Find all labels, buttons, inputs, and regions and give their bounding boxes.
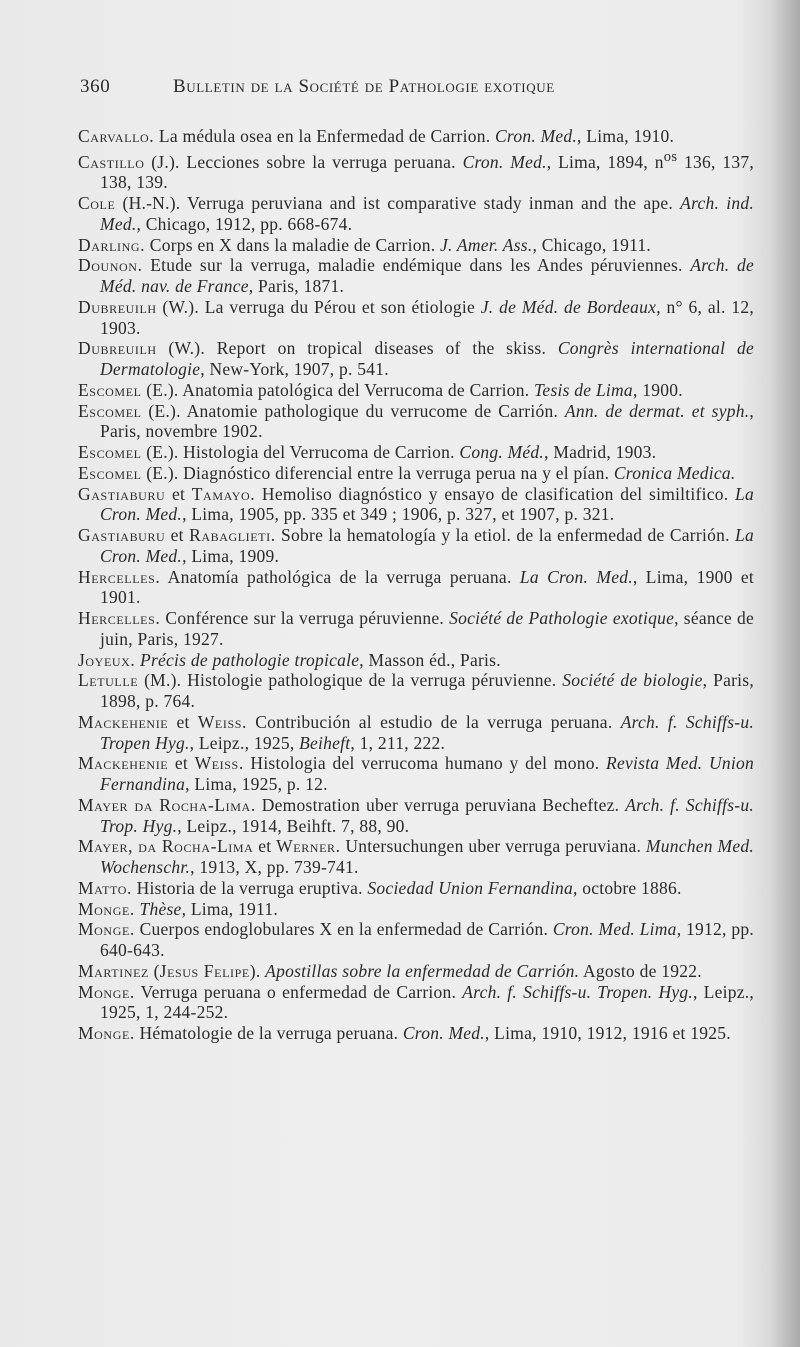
citation-text: et xyxy=(253,836,277,857)
publication-title: Thèse xyxy=(139,898,182,919)
author-name: Gastiaburu xyxy=(78,483,166,504)
bibliography-entry xyxy=(78,338,754,380)
citation-text: , Lima, 1894, n xyxy=(546,151,664,172)
author-name: Dubreuilh xyxy=(78,296,157,317)
citation-text: Historia de la verruga eruptiva. xyxy=(131,877,368,898)
bibliography-entry xyxy=(78,650,754,671)
publication-title: Congrès international de Dermatologie xyxy=(100,338,754,380)
bibliography-entry xyxy=(78,484,754,526)
citation-text: , Paris, 1898, p. 764. xyxy=(100,670,754,712)
citation-text: Etude sur la verruga, maladie endémique dans les Andes péruviennes. xyxy=(142,255,691,276)
citation-text: , Leipz., 1925, xyxy=(189,732,300,753)
citation-text: , Lima, 1910. xyxy=(577,126,675,146)
publication-title: Cong. Méd. xyxy=(459,442,545,463)
citation-text: et xyxy=(165,483,192,504)
citation-text: Corps en X dans la maladie de Carrion. xyxy=(145,234,440,255)
publication-title: Arch. f. Schiffs-u. Tropen. Hyg. xyxy=(462,981,693,1002)
author-name: Cole xyxy=(78,193,116,214)
publication-title: Arch. f. Schiffs-u. Trop. Hyg. xyxy=(100,794,754,836)
author-name: Tamayo. xyxy=(191,483,256,504)
author-name: Monge. xyxy=(78,1023,135,1044)
citation-text: (E.). Histologia del Verrucoma de Carrion. xyxy=(141,442,460,463)
author-name: Dounon. xyxy=(78,255,143,276)
bibliography-list xyxy=(78,126,754,1044)
publication-title: La Cron. Med. xyxy=(100,483,754,525)
page-number: 360 xyxy=(80,76,111,97)
bibliography-entry xyxy=(78,525,754,567)
author-name: Escomel xyxy=(78,442,142,463)
citation-text: (W.). La verruga du Pérou et son étiologie xyxy=(156,296,481,317)
publication-title: J. Amer. Ass. xyxy=(439,234,533,255)
citation-text: , 1, 211, 222. xyxy=(350,732,446,753)
bibliography-entry xyxy=(78,126,754,147)
citation-text: , Masson éd., Paris. xyxy=(359,649,501,670)
bibliography-entry xyxy=(78,380,754,401)
publication-title: Cron. Med. Lima xyxy=(552,919,677,940)
publication-title: J. de Méd. de Bordeaux xyxy=(480,296,657,317)
citation-text: 136, 137, 138, 139. xyxy=(100,151,755,193)
citation-text: Sobre la hematología y la etiol. de la enfermedad de Carrión. xyxy=(275,525,736,546)
citation-text: , Chicago, 1911. xyxy=(532,234,652,255)
bibliography-entry xyxy=(78,235,754,256)
citation-text: , Lima, 1909. xyxy=(182,545,280,566)
bibliography-entry xyxy=(78,297,754,339)
citation-text: , Lima, 1911. xyxy=(181,898,278,919)
author-name: Dubreuilh xyxy=(78,338,157,359)
publication-title: Tesis de Lima xyxy=(534,379,633,400)
citation-text: La médula osea en la Enfermedad de Carrion. xyxy=(154,126,495,146)
citation-text: , octobre 1886. xyxy=(572,877,682,898)
publication-title: Munchen Med. Wochenschr. xyxy=(100,836,754,878)
publication-title: Apostillas sobre la enfermedad de Carrión. xyxy=(265,960,580,981)
citation-text: (W.). Report on tropical diseases of the skiss. xyxy=(156,338,558,359)
publication-title: Sociedad Union Fernandina xyxy=(367,877,573,898)
citation-text: , séance de juin, Paris, 1927. xyxy=(100,608,754,649)
bibliography-entry xyxy=(78,878,754,899)
author-name: Rabaglieti. xyxy=(189,525,276,546)
author-name: Monge. xyxy=(78,981,135,1002)
citation-text: , Madrid, 1903. xyxy=(544,442,657,463)
bibliography-entry xyxy=(78,670,754,712)
citation-text: , 1900. xyxy=(632,379,683,400)
citation-text: (J.). Lecciones sobre la verruga peruana. xyxy=(144,151,463,172)
citation-text: Demostration uber verruga peruviana Becheftez. xyxy=(255,794,626,815)
author-name: Mackehenie xyxy=(78,753,169,774)
citation-text: et xyxy=(168,711,198,732)
author-name: Martinez xyxy=(78,960,149,981)
bibliography-entry xyxy=(78,753,754,795)
publication-title: Cron. Med. xyxy=(402,1023,485,1044)
citation-text: Contribución al estudio de la verruga peruana. xyxy=(246,711,621,732)
publication-title: Arch. ind. Med. xyxy=(100,193,754,234)
citation-text: Hématologie de la verruga peruana. xyxy=(134,1023,403,1044)
citation-text: Untersuchungen uber verruga peruviana. xyxy=(340,836,646,857)
bibliography-entry xyxy=(78,608,754,650)
publication-title: Société de Pathologie exotique xyxy=(449,608,675,629)
citation-text: (E.). Anatomie pathologique du verrucome de Carrión. xyxy=(141,400,565,421)
citation-text: , Lima, 1910, 1912, 1916 et 1925. xyxy=(484,1023,731,1044)
author-name: Gastiaburu xyxy=(78,525,166,546)
citation-text: , Lima, 1925, p. 12. xyxy=(185,774,328,795)
citation-text: Histologia del verrucoma humano y del mono. xyxy=(243,753,606,774)
author-name: Letulle xyxy=(78,670,139,691)
bibliography-entry xyxy=(78,961,754,982)
author-name: Monge. xyxy=(78,898,135,919)
citation-text: et xyxy=(165,525,190,546)
author-name: Hercelles. xyxy=(78,566,161,587)
citation-text: (E.). Diagnóstico diferencial entre la verruga perua na y el pían. xyxy=(141,462,614,483)
bibliography-entry xyxy=(78,463,754,484)
author-name: Werner. xyxy=(276,836,341,857)
citation-text: Hemoliso diagnóstico y ensayo de clasification del similtifico. xyxy=(255,483,736,504)
page-gutter-shadow xyxy=(770,0,800,1347)
citation-text: Cuerpos endoglobulares X en la enfermedad de Carrión. xyxy=(134,919,553,940)
citation-text: Conférence sur la verruga péruvienne. xyxy=(160,608,450,629)
publication-title: Revista Med. Union Fernandina xyxy=(100,753,754,795)
publication-title: Cron. Med. xyxy=(462,151,547,172)
author-name: Hercelles. xyxy=(78,608,161,629)
citation-text: , n° 6, al. 12, 1903. xyxy=(100,296,754,338)
citation-text: ( xyxy=(148,960,160,981)
author-name: Carvallo. xyxy=(78,126,155,146)
publication-title: Précis de pathologie tropicale xyxy=(140,649,360,670)
author-name: Castillo xyxy=(78,151,145,172)
author-name: Mayer da Rocha-Lima. xyxy=(78,794,256,815)
citation-text: , Lima, 1900 et 1901. xyxy=(100,566,754,608)
bibliography-entry xyxy=(78,899,754,920)
author-name: Monge. xyxy=(78,919,135,940)
bibliography-entry xyxy=(78,1023,754,1044)
author-name: Escomel xyxy=(78,400,142,421)
bibliography-entry xyxy=(78,401,754,443)
bibliography-entry xyxy=(78,919,754,961)
author-name: Jesus Felipe xyxy=(159,960,250,981)
citation-text: , Chicago, 1912, pp. 668-674. xyxy=(136,213,353,234)
bibliography-entry xyxy=(78,982,754,1024)
citation-text: Anatomía pathológica de la verruga peruana. xyxy=(160,566,520,587)
citation-text: , Leipz., 1925, 1, 244-252. xyxy=(100,981,754,1023)
bibliography-entry xyxy=(78,442,754,463)
citation-text: (M.). Histologie pathologique de la verruga péruvienne. xyxy=(138,670,563,691)
bibliography-entry xyxy=(78,836,754,878)
citation-text: et xyxy=(168,753,195,774)
citation-text: , Paris, 1871. xyxy=(248,276,345,297)
citation-text: , New-York, 1907, p. 541. xyxy=(200,359,389,380)
citation-text: Verruga peruana o enfermedad de Carrion. xyxy=(134,981,463,1002)
publication-title: La Cron. Med. xyxy=(519,566,633,587)
author-name: Weiss. xyxy=(194,753,244,774)
publication-title: Cron. Med. xyxy=(494,126,578,146)
publication-title: Ann. de dermat. et syph. xyxy=(564,400,750,421)
citation-text: (E.). Anatomia patológica del Verrucoma de Carrion. xyxy=(141,379,535,400)
bibliography-entry xyxy=(78,255,754,297)
publication-title: Cronica Medica. xyxy=(613,462,736,483)
author-name: Matto. xyxy=(78,877,132,898)
citation-text: , 1912, pp. 640-643. xyxy=(100,919,755,961)
bibliography-entry xyxy=(78,712,754,754)
publication-title: La Cron. Med. xyxy=(100,525,754,566)
citation-text: (H.-N.). Verruga peruviana and ist comparative stady inman and the ape. xyxy=(115,193,681,214)
bibliography-entry xyxy=(78,147,754,193)
author-name: Escomel xyxy=(78,462,142,483)
citation-text: ). xyxy=(249,960,266,981)
author-name: Mackehenie xyxy=(78,711,169,732)
running-head xyxy=(80,76,740,102)
publication-title: Beiheft xyxy=(299,732,351,753)
author-name: Joyeux. xyxy=(78,649,136,670)
superscript: os xyxy=(663,148,678,165)
citation-text: , Paris, novembre 1902. xyxy=(100,400,754,442)
publication-title: Arch. de Méd. nav. de France xyxy=(100,255,754,297)
publication-title: Société de biologie xyxy=(562,670,703,691)
bibliography-entry xyxy=(78,567,754,609)
author-name: Weiss. xyxy=(197,711,247,732)
author-name: Mayer, da Rocha-Lima xyxy=(78,836,254,857)
bibliography-entry xyxy=(78,795,754,837)
publication-title: Arch. f. Schiffs-u. Tropen Hyg. xyxy=(100,711,754,753)
author-name: Escomel xyxy=(78,379,142,400)
bibliography-entry xyxy=(78,193,754,235)
citation-text: , 1913, X, pp. 739-741. xyxy=(190,857,359,878)
journal-title: Bulletin de la Société de Pathologie exotique xyxy=(173,76,555,97)
author-name: Darling. xyxy=(78,234,146,255)
citation-text: , Lima, 1905, pp. 335 et 349 ; 1906, p. 327, et 1907, p. 321. xyxy=(182,504,615,525)
citation-text: Agosto de 1922. xyxy=(579,960,702,981)
citation-text: , Leipz., 1914, Beihft. 7, 88, 90. xyxy=(177,815,410,836)
